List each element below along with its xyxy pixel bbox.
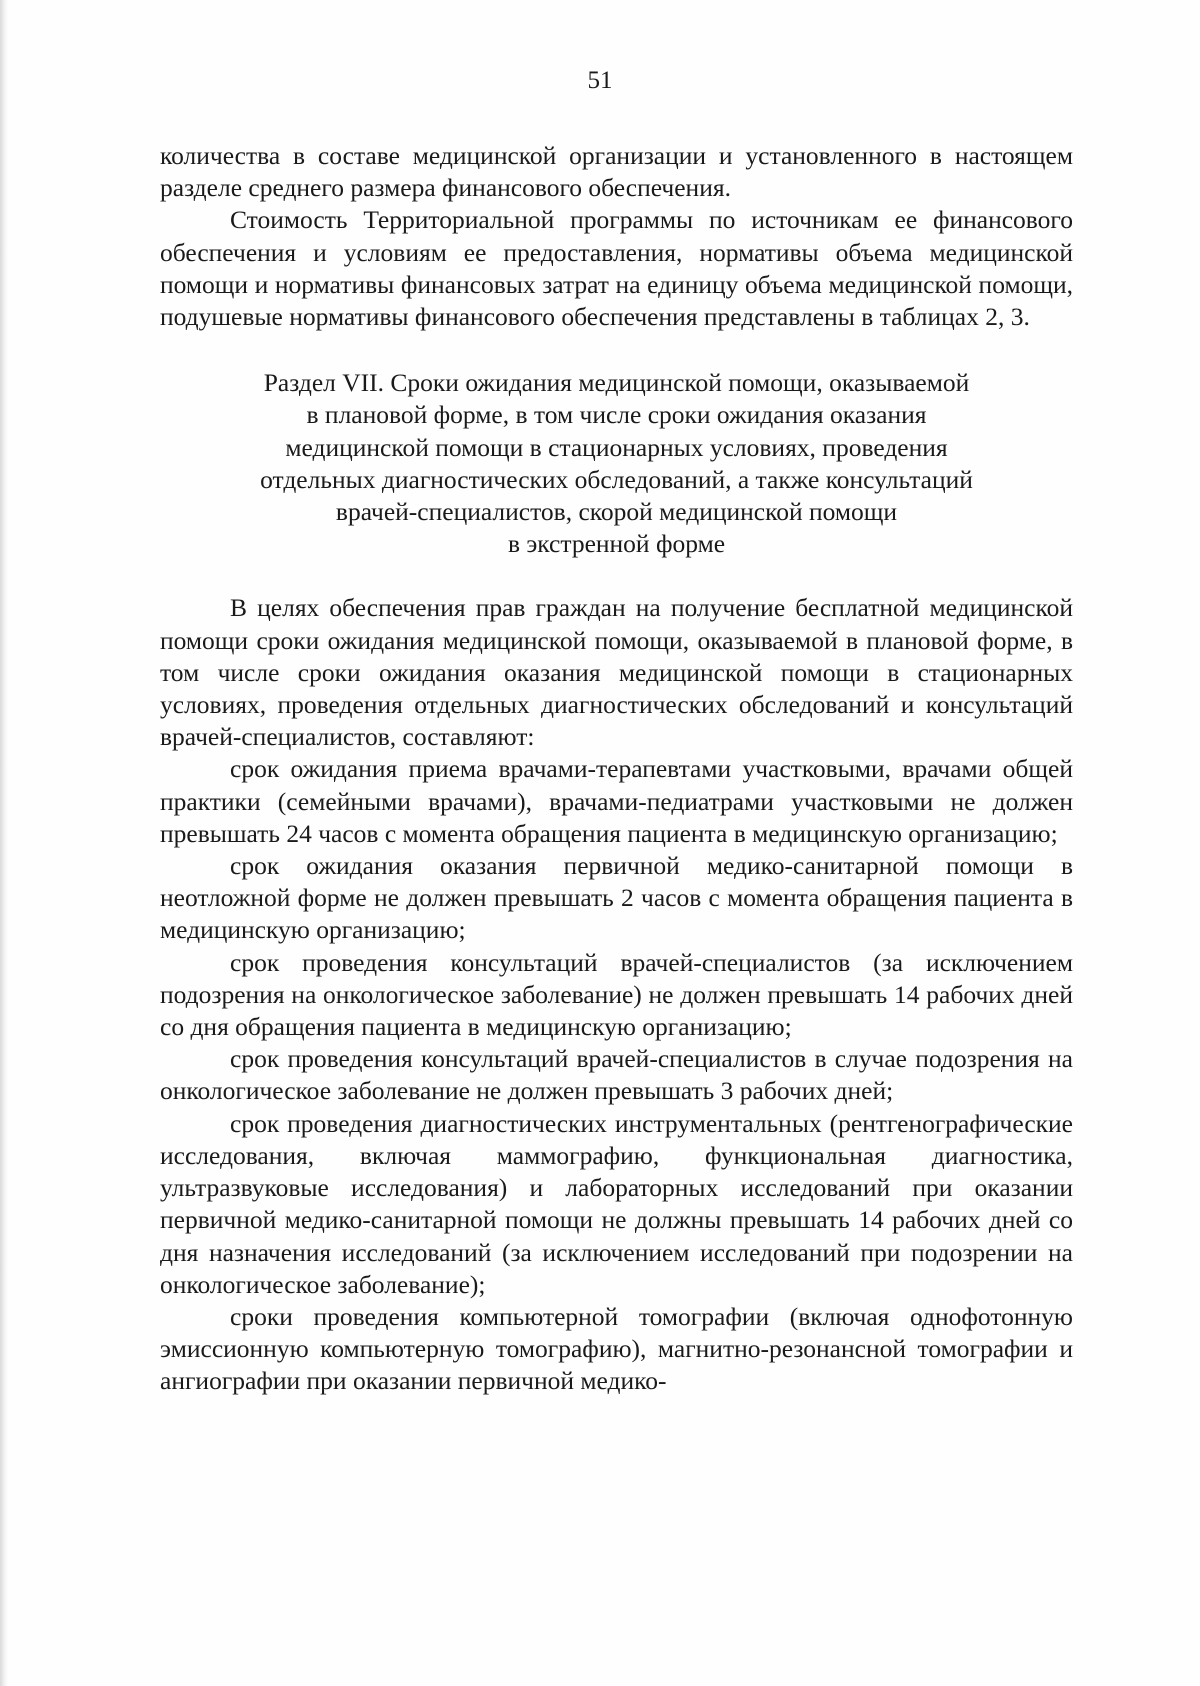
- paragraph-item-oncology: срок проведения консультаций врачей-специалистов в случае подозрения на онкологическое заболевание не должен превышать 3 рабочих дней;: [160, 1044, 1073, 1106]
- paragraph-program-cost: Стоимость Территориальной программы по источникам ее финансового обеспечения и условиям ее предоставления, нормативы объема медицинской помощи и нормативы финансовых затрат на единицу объема медицинской помощи, подушевые нормативы финансового обеспечения представлены в таблицах 2, 3.: [160, 205, 1073, 332]
- page-number: 51: [587, 67, 613, 94]
- document-body: [160, 140, 1073, 1398]
- paragraph-intro: В целях обеспечения прав граждан на получение бесплатной медицинской помощи сроки ожидания медицинской помощи, оказываемой в плановой форме, в том числе сроки ожидания оказания медицинской помощи в стационарных условиях, проведения отдельных диагностических обследований и консультаций врачей-специалистов, составляют:: [160, 593, 1073, 752]
- paragraph-item-diagnostics: срок проведения диагностических инструментальных (рентгенографические исследования, включая маммографию, функциональная диагностика, ультразвуковые исследования) и лабораторных исследований при оказании первичной медико-санитарной помощи не должны превышать 14 рабочих дней со дня назначения исследований (за исключением исследований при подозрении на онкологическое заболевание);: [160, 1108, 1073, 1299]
- paragraph-item-urgent: срок ожидания оказания первичной медико-санитарной помощи в неотложной форме не должен превышать 2 часов с момента обращения пациента в медицинскую организацию;: [160, 851, 1073, 945]
- section-heading-line: врачей-специалистов, скорой медицинской помощи: [335, 497, 898, 527]
- section-heading-line: в экстренной форме: [507, 529, 726, 559]
- section-heading: [160, 367, 1073, 560]
- section-heading-line: в плановой форме, в том числе сроки ожидания оказания: [306, 400, 927, 430]
- section-heading-line: отдельных диагностических обследований, а также консультаций: [260, 464, 973, 494]
- section-heading-line: Раздел VII. Сроки ожидания медицинской помощи, оказываемой: [263, 368, 970, 398]
- paragraph-item-tomography: сроки проведения компьютерной томографии (включая однофотонную эмиссионную компьютерную томографию), магнитно-резонансной томографии и ангиографии при оказании первичной медико-: [160, 1301, 1073, 1396]
- paragraph-item-therapist: срок ожидания приема врачами-терапевтами участковыми, врачами общей практики (семейными врачами), врачами-педиатрами участковыми не должен превышать 24 часов с момента обращения пациента в медицинскую организацию;: [160, 754, 1073, 848]
- paragraph-item-specialists: срок проведения консультаций врачей-специалистов (за исключением подозрения на онкологическое заболевание) не должен превышать 14 рабочих дней со дня обращения пациента в медицинскую организацию;: [160, 947, 1073, 1042]
- paragraph-continuation: количества в составе медицинской организации и установленного в настоящем разделе среднего размера финансового обеспечения.: [160, 141, 1073, 203]
- section-heading-line: медицинской помощи в стационарных условиях, проведения: [285, 432, 948, 462]
- scan-edge-shadow: [0, 0, 8, 1686]
